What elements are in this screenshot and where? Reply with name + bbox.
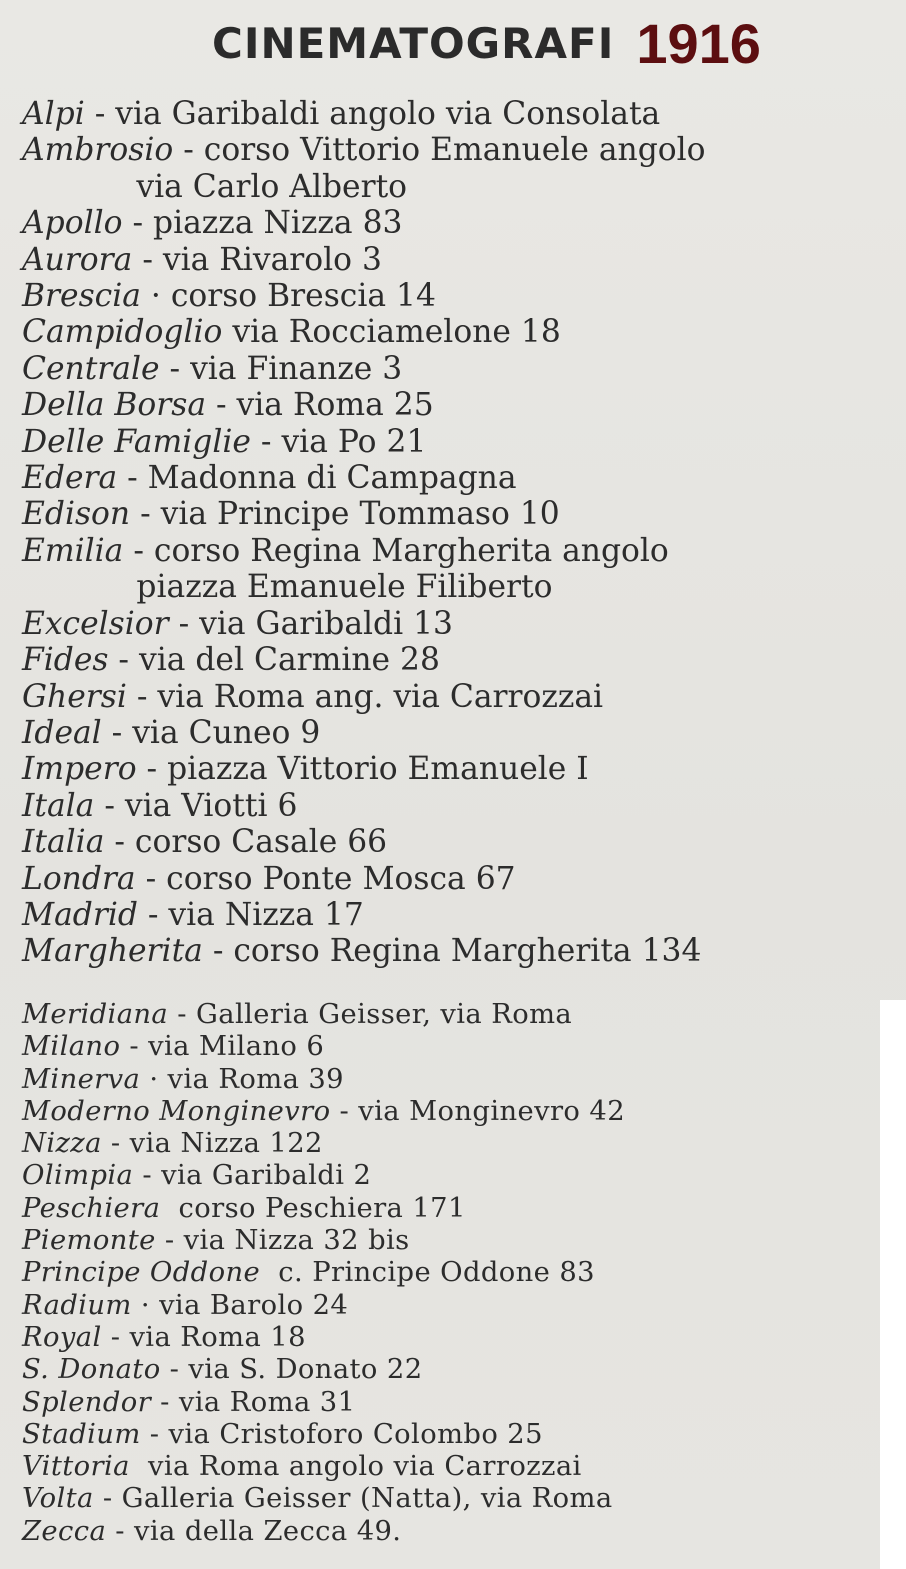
cinema-address: Galleria Geisser, via Roma: [195, 998, 573, 1030]
cinema-entry: [0, 897, 906, 933]
entry-line: [22, 933, 902, 969]
entry-separator: ·: [140, 278, 171, 315]
cinema-name: Apollo: [22, 205, 123, 242]
cinema-name: Fides: [22, 642, 109, 679]
cinema-entry: [0, 205, 906, 241]
cinema-address: via Viotti 6: [124, 787, 298, 824]
entry-separator: -: [159, 350, 191, 387]
cinema-address: via Principe Tommaso 10: [160, 496, 560, 533]
cinema-address: via Roma angolo via Carrozzai: [148, 1450, 582, 1483]
cinema-name: Olimpia: [22, 1159, 134, 1192]
entry-line: [22, 824, 902, 860]
cinema-entry: [0, 1224, 906, 1256]
entry-separator: -: [101, 714, 133, 751]
entry-separator: -: [140, 1417, 169, 1450]
cinema-address: via Garibaldi 2: [161, 1159, 372, 1192]
cinema-name: Moderno Monginevro: [22, 1094, 331, 1127]
entry-line: [22, 1289, 902, 1321]
cinema-entry: [0, 1030, 906, 1062]
cinema-name: Delle Famiglie: [22, 423, 251, 460]
cinema-entry: [0, 1289, 906, 1321]
entry-separator: [130, 1450, 148, 1482]
cinema-entry: [0, 1386, 906, 1418]
entry-separator: -: [206, 387, 237, 424]
cinema-name: Zecca: [22, 1514, 107, 1547]
cinema-address: corso Brescia 14: [170, 278, 436, 315]
cinema-address: via Cuneo 9: [132, 714, 321, 751]
page-header: [212, 12, 761, 74]
entry-separator: -: [133, 1159, 162, 1192]
entry-line: [22, 998, 902, 1030]
cinema-name: Margherita: [22, 933, 203, 970]
entry-separator: -: [130, 496, 161, 533]
paper-edge: [880, 1000, 906, 1569]
cinema-entry: [0, 424, 906, 460]
cinema-name: Stadium: [22, 1417, 141, 1450]
cinema-name: Principe Oddone: [22, 1256, 261, 1289]
entry-separator: -: [101, 1127, 130, 1160]
entry-line: [22, 278, 902, 314]
cinema-list-secondary: [0, 998, 906, 1547]
cinema-entry: [0, 1418, 906, 1450]
cinema-name: Italia: [22, 824, 105, 861]
cinema-address: piazza Vittorio Emanuele I: [167, 751, 589, 788]
cinema-entry: [0, 1159, 906, 1191]
cinema-address: via Milano 6: [148, 1030, 325, 1063]
cinema-address: corso Regina Margherita angolo: [153, 532, 669, 569]
cinema-address: via Nizza 122: [129, 1127, 323, 1160]
cinema-address: via Roma 18: [129, 1320, 306, 1353]
entry-separator: -: [136, 751, 168, 788]
entry-separator: -: [135, 860, 167, 897]
cinema-name: Splendor: [22, 1385, 152, 1418]
cinema-address: via Barolo 24: [159, 1288, 349, 1321]
cinema-address: via Rocciamelone 18: [232, 314, 561, 351]
cinema-entry: [0, 351, 906, 387]
cinema-address: corso Regina Margherita 134: [233, 933, 702, 970]
entry-separator: ·: [131, 1288, 160, 1321]
entry-line: [22, 751, 902, 787]
entry-line: [22, 1418, 902, 1450]
cinema-name: Meridiana: [22, 998, 169, 1030]
entry-line: [22, 1192, 902, 1224]
cinema-address: via Roma 25: [236, 387, 434, 424]
entry-separator: ·: [140, 1062, 168, 1095]
entry-separator: -: [160, 1353, 189, 1386]
entry-line: [22, 606, 902, 642]
cinema-name: Ghersi: [22, 678, 127, 715]
cinema-address: via S. Donato 22: [188, 1353, 423, 1386]
cinema-address: corso Casale 66: [134, 824, 388, 861]
cinema-address: via Garibaldi angolo via Consolata: [115, 96, 661, 132]
cinema-address: via Po 21: [281, 423, 427, 460]
entry-separator: -: [155, 1224, 184, 1257]
page-title: CINEMATOGRAFI: [212, 18, 615, 68]
entry-separator: -: [84, 96, 116, 132]
entry-line: [22, 1353, 902, 1385]
entry-line: [22, 1224, 902, 1256]
cinema-name: Madrid: [22, 896, 138, 933]
cinema-entry: [0, 314, 906, 350]
cinema-address: via della Zecca 49.: [134, 1514, 402, 1547]
cinema-entry: [0, 933, 906, 969]
cinema-entry: [0, 679, 906, 715]
entry-line: [22, 1321, 902, 1353]
entry-line: [22, 132, 902, 168]
cinema-name: Excelsior: [22, 605, 169, 642]
cinema-name: Radium: [22, 1288, 132, 1321]
entry-separator: -: [93, 1482, 122, 1515]
cinema-address: Madonna di Campagna: [147, 460, 517, 497]
cinema-entry: [0, 824, 906, 860]
cinema-entry: [0, 606, 906, 642]
entry-line: [22, 861, 902, 897]
entry-line: [22, 351, 902, 387]
entry-line: [22, 1063, 902, 1095]
cinema-name: Brescia: [22, 278, 141, 315]
entry-separator: -: [123, 532, 154, 569]
entry-separator: -: [120, 1030, 149, 1063]
cinema-name: Piemonte: [22, 1224, 156, 1257]
cinema-entry: [0, 460, 906, 496]
cinema-entry: [0, 1192, 906, 1224]
entry-line: [22, 715, 902, 751]
entry-separator: -: [106, 1514, 135, 1547]
cinema-address-continued: via Carlo Alberto: [136, 168, 408, 205]
cinema-entry: [0, 1127, 906, 1159]
cinema-entry: [0, 861, 906, 897]
entry-line: [22, 1127, 902, 1159]
cinema-entry: [0, 751, 906, 787]
entry-line: [22, 460, 902, 496]
cinema-entry: [0, 278, 906, 314]
cinema-name: Centrale: [22, 350, 160, 387]
entry-line: [22, 1256, 902, 1288]
cinema-address: via Roma 39: [167, 1062, 344, 1095]
cinema-address: via Roma ang. via Carrozzai: [157, 678, 604, 715]
entry-separator: -: [122, 205, 154, 242]
cinema-name: Minerva: [22, 1062, 141, 1095]
entry-line: [22, 496, 902, 532]
cinema-address: via Roma 31: [178, 1385, 356, 1418]
cinema-entry: [0, 1095, 906, 1127]
entry-separator: -: [168, 605, 200, 642]
cinema-list-primary: [0, 96, 906, 970]
entry-line: [22, 1482, 902, 1514]
cinema-entry: [0, 998, 906, 1030]
cinema-address: Galleria Geisser (Natta), via Roma: [121, 1482, 613, 1515]
entry-separator: -: [94, 787, 125, 824]
entry-line: [22, 897, 902, 933]
entry-line: [22, 1095, 902, 1127]
cinema-entry: [0, 496, 906, 532]
entry-line: [22, 1159, 902, 1191]
cinema-name: Alpi: [22, 96, 85, 132]
cinema-address: via Monginevro 42: [358, 1094, 626, 1127]
cinema-name: Nizza: [22, 1127, 102, 1160]
cinema-address: via Finanze 3: [190, 350, 403, 387]
cinema-entry: [0, 715, 906, 751]
entry-line: [22, 205, 902, 241]
entry-separator: -: [132, 241, 163, 278]
cinema-name: Volta: [22, 1482, 94, 1515]
cinema-address-continued: piazza Emanuele Filiberto: [136, 569, 553, 606]
entry-line: [22, 788, 902, 824]
cinema-entry: [0, 132, 906, 205]
cinema-address: piazza Nizza 83: [153, 205, 403, 242]
cinema-address: via Garibaldi 13: [199, 605, 453, 642]
entry-line: [22, 387, 902, 423]
entry-separator: -: [168, 998, 196, 1030]
entry-line: [22, 1450, 902, 1482]
entry-separator: -: [151, 1385, 179, 1418]
cinema-name: Vittoria: [22, 1450, 130, 1483]
cinema-name: Edera: [22, 460, 118, 497]
entry-line: [22, 314, 902, 350]
cinema-entry: [0, 642, 906, 678]
cinema-entry: [0, 1450, 906, 1482]
cinema-entry: [0, 1515, 906, 1547]
cinema-address: corso Ponte Mosca 67: [166, 860, 516, 897]
cinema-address: c. Principe Oddone 83: [278, 1256, 595, 1289]
year-label: 1916: [636, 11, 761, 75]
cinema-address: via Nizza 17: [168, 896, 364, 933]
entry-separator: -: [137, 896, 169, 933]
entry-separator: -: [330, 1094, 359, 1127]
entry-separator: [222, 314, 232, 350]
cinema-entry: [0, 1353, 906, 1385]
cinema-entry: [0, 788, 906, 824]
cinema-name: Della Borsa: [22, 387, 207, 424]
entry-line: [22, 533, 902, 569]
entry-separator: -: [104, 824, 135, 861]
cinema-entry: [0, 1321, 906, 1353]
cinema-address: corso Peschiera 171: [178, 1191, 466, 1224]
entry-line: [22, 424, 902, 460]
cinema-address: via Cristoforo Colombo 25: [168, 1417, 543, 1450]
cinema-name: Aurora: [22, 241, 133, 278]
cinema-name: Royal: [22, 1320, 102, 1353]
cinema-entry: [0, 533, 906, 606]
entry-line: [22, 1515, 902, 1547]
entry-separator: -: [101, 1320, 130, 1353]
cinema-name: Milano: [22, 1030, 121, 1063]
cinema-name: Impero: [22, 751, 137, 788]
cinema-name: Ambrosio: [22, 132, 174, 169]
cinema-name: Londra: [22, 860, 136, 897]
entry-separator: [260, 1256, 278, 1288]
entry-line: [22, 242, 902, 278]
entry-line: [22, 96, 902, 132]
cinema-address: via del Carmine 28: [138, 642, 440, 679]
cinema-address: via Rivarolo 3: [162, 241, 382, 278]
entry-separator: -: [173, 132, 204, 169]
cinema-entry: [0, 96, 906, 132]
cinema-entry: [0, 242, 906, 278]
cinema-name: Peschiera: [22, 1191, 161, 1224]
cinema-name: Ideal: [22, 714, 102, 751]
entry-separator: [160, 1192, 178, 1224]
cinema-entry: [0, 387, 906, 423]
entry-separator: -: [117, 460, 148, 497]
entry-line: [22, 1030, 902, 1062]
entry-separator: -: [202, 933, 234, 970]
cinema-address: via Nizza 32 bis: [183, 1224, 410, 1257]
cinema-name: S. Donato: [22, 1353, 161, 1386]
cinema-address: corso Vittorio Emanuele angolo: [203, 132, 706, 169]
entry-separator: -: [126, 678, 158, 715]
entry-separator: -: [250, 423, 282, 460]
entry-line: [22, 642, 902, 678]
entry-line: [22, 679, 902, 715]
cinema-name: Itala: [22, 787, 95, 824]
cinema-name: Campidoglio: [22, 314, 223, 351]
cinema-entry: [0, 1063, 906, 1095]
entry-separator: -: [108, 642, 139, 679]
entry-line: [22, 1386, 902, 1418]
cinema-name: Emilia: [22, 532, 124, 569]
cinema-entry: [0, 1256, 906, 1288]
cinema-entry: [0, 1482, 906, 1514]
cinema-name: Edison: [22, 496, 131, 533]
